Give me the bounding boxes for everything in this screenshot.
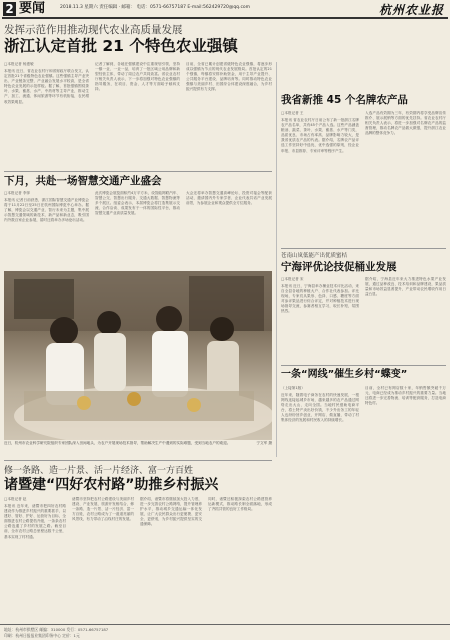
photo-caption: 近日，杭州市农业科学研究院组织专家团队深入田间地头，为农户开展现场技术指导，帮助解决生产中遇到的实际难题，受到当地农户的欢迎。 宁文军 摄 [4,441,272,445]
right-mid-kicker: 苍南山岚低能产出优质蜜桔 [281,253,348,259]
footer [0,624,450,640]
middle-left-story [4,174,272,268]
right-bottom-story [281,368,446,634]
right-bottom-headline: 一条“网线”催生乡村“蝶变” [281,369,408,380]
bottom-story-kicker: 修一条路、造一片景、活一片经济、富一方百姓 [4,466,194,476]
newspaper-logo: 杭州农业报 [378,3,444,17]
right-mid-headline: 宁海评优论技促桶业发展 [281,261,397,273]
right-mid-story [281,251,446,363]
section-title: 要闻 [19,1,46,16]
right-top-col-2: 入选产品有效期为三年，有效期内将享受品牌宣传推介、展示展销等方面的优先扶持。省农业农村厅相关负责人表示，将进一步加强对名牌农产品的监督管理，推动名牌农产品做大做强，提升浙江农业品牌的整体竞争力。 [365,111,446,136]
page-number: 2 [5,2,14,16]
middle-left-col-1: 本报讯 记者日前获悉，浙江国际智慧交通产业博览会将于11月22日至25日在杭州国际博览中心举办。据了解，博览会以交通产业、智行未来为主题，集中展示智慧交通领域的新技术、新产品和新业态，吸引国内外数百家企业参展，届时还将举办多场论坛活动。 [4,198,89,223]
bottom-story-headline: 诸暨建“四好农村路”助推乡村振兴 [4,477,219,493]
footer-line-1: 地址：杭州市拱墅区 邮编：310000 发行：0571-66757187 [4,627,109,632]
middle-left-col-2: 此次博览会展览面积约4万平方米，设智能网联汽车、智慧公交、智慧出行服务、交通大数据、智慧物流等多个展区。组委会表示，本届博览会将打造集展示交流、合作洽谈、成果发布于一体的国际性平台，推动智慧交通产业高质量发展。 [95,191,180,216]
masthead-meta: 2018.11.3 星期六 责任编辑 · 邮箱： 电话：0571-66757187 E-mail:562429720@qq.com [60,5,251,10]
right-top-col-1: 本报讯 省农业农村厅日前公布了新一批浙江名牌农产品名单，共有45个产品入选。这些产品涵盖粮油、蔬菜、茶叶、水果、畜禽、水产等门类，品质优良、市场占有率高、品牌影响力较大，是我省优质农产品的代表。据介绍，名牌农产品评选工作坚持好中选优、优中选强的原则，经企业申报、市县推荐、专家评审等程序产生。 [281,118,359,153]
top-story-col-2: 记者了解到，各地在强镇建设中注重规划引领，坚持一镇一业、一业一品，培育了一批区域公用品牌和新型经营主体，带动了周边农户共同致富。省农业农村厅相关负责人表示，下一步将加强对特色农业强镇的指导服务，在项目、资金、人才等方面给予倾斜支持。 [95,62,180,92]
masthead-rule [2,17,448,19]
middle-left-col-3: 大会还将举办智慧交通高峰论坛、投资对接会等配套活动，邀请国内外专家学者、企业代表共话产业发展前景，为参展企业和观众提供全方位服务。 [186,191,272,206]
bottom-story-col-2: 诸暨市坚持把农村公路建设与美丽乡村建设、产业发展、旅游开发相结合，修一条路、造一片景、活一片经济、富一方百姓，农村公路成为了一道道亮丽的风景线，有力带动了沿线村庄的发展。 [72,497,134,522]
top-story-byline: □本报记者 杨惠敏 [4,62,34,66]
news-photo [4,271,272,440]
bottom-story-col-3: 据介绍，诸暨市将继续加大投入力度，进一步完善农村公路网络，提升管理养护水平，推动城乡交通运输一体化发展，让广大农民群众出行更便捷、更安全、更舒适，为乡村振兴提供坚实的交通保障。 [140,497,202,527]
top-story-col-3: 目前，全省已累计创建省级特色农业强镇，将逐步形成以强镇为节点的现代农业发展格局。首批认定的21个强镇，每镇将安排补助资金，用于主导产业提升、公共服务平台建设、品牌培育等。同时推动特色农业强镇与美丽乡村、田园综合体建设深度融合，为乡村振兴提供有力支撑。 [186,62,272,92]
middle-left-byline: □本报记者 李萍 [4,191,31,195]
page-number-box [3,2,16,16]
bottom-story-byline: □本报记者 赵 [4,497,27,501]
masthead [0,0,450,20]
top-story-body [4,62,272,168]
top-story-headline: 浙江认定首批 21 个特色农业强镇 [4,37,238,55]
footer-line-2: 印刷：杭州日报报业集团印务中心 定价：1元 [4,633,80,638]
divider-bottom [4,460,272,461]
photo-credit: 宁文军 摄 [256,441,272,445]
right-bottom-byline: （上接第1版） [281,386,305,390]
divider-right-mid [281,248,446,249]
right-top-headline: 我省新推 45 个名牌农产品 [281,94,408,106]
bottom-story-col-4: 同时，诸暨还积极探索农村公路建管养运新模式，推动路长制全面落地，形成了齐抓共管的良好工作格局。 [208,497,272,512]
photo-illustration [4,271,272,440]
divider-right-bottom [281,365,446,366]
right-bottom-col-1: 近年来，随着电子商务在农村的快速发展，一根网线连接起城乡市场，越来越多的农产品通过网络走出大山、走向全国。当地村民借助电商平台，将土特产卖出好价钱，不少外出务工的年轻人也纷纷回乡创业，开网店、做直播，带动了村集体经济的发展和村民收入的持续增长。 [281,393,359,423]
column-divider [276,62,277,457]
divider-middle-left [4,171,272,172]
middle-left-headline: 下月，共赴一场智慧交通产业盛会 [4,175,162,187]
right-mid-byline: □本报记者 宋 [281,277,304,281]
right-top-byline: □本报记者 王 [281,111,304,115]
right-mid-col-2: 据介绍，宁海县近年来大力推进特色水果产业发展，通过品种改良、技术培训和品牌建设，果品质量和市场效益显著提升，产业带动农民增收作用日益凸显。 [365,277,446,297]
top-story-kicker: 发挥示范作用推动现代农业高质量发展 [4,24,183,36]
right-top-story [281,94,446,246]
bottom-story [4,463,272,623]
bottom-story-col-1: 本报讯 近年来，诸暨市把四好农村路建设作为推进乡村振兴的重要抓手，以建好、管好、护好、运营好为目标，全面推进农村公路提档升级，一条条农村公路连通了乡村的发展之路。截至目前，全市农村公路总里程达数千公里，基本实现了村村通。 [4,504,66,539]
top-story-col-1: 本报讯 近日，省农业农村厅和省财政厅联合发文，认定首批21个省级特色农业强镇。这些强镇主导产业突出、产业链条完整、产业融合发展水平较高，是全省特色农业发展的示范样板。据了解，首批强镇围绕茶叶、水果、畜禽、水产、中药材等主导产业，推动生产、加工、流通、休闲旅游等环节有机衔接，农民增收效果明显。 [4,69,89,104]
right-bottom-col-2: 目前，全村已有网店数十家，年销售额突破千万元，电商已经成为推动乡村振兴的重要力量。当地还将进一步完善物流、培训等配套服务，打造电商特色村。 [365,386,446,406]
right-mid-col-1: 本报讯 近日，宁海县举办桶业技术评比活动，来自全县各地的种植大户、合作社代表参加。评比现场，专家们从果形、色泽、口感、糖度等方面对参评果品进行综合评定，并对种植技术进行现场指导交流，参赛者相互学习，取长补短，氛围热烈。 [281,284,359,314]
